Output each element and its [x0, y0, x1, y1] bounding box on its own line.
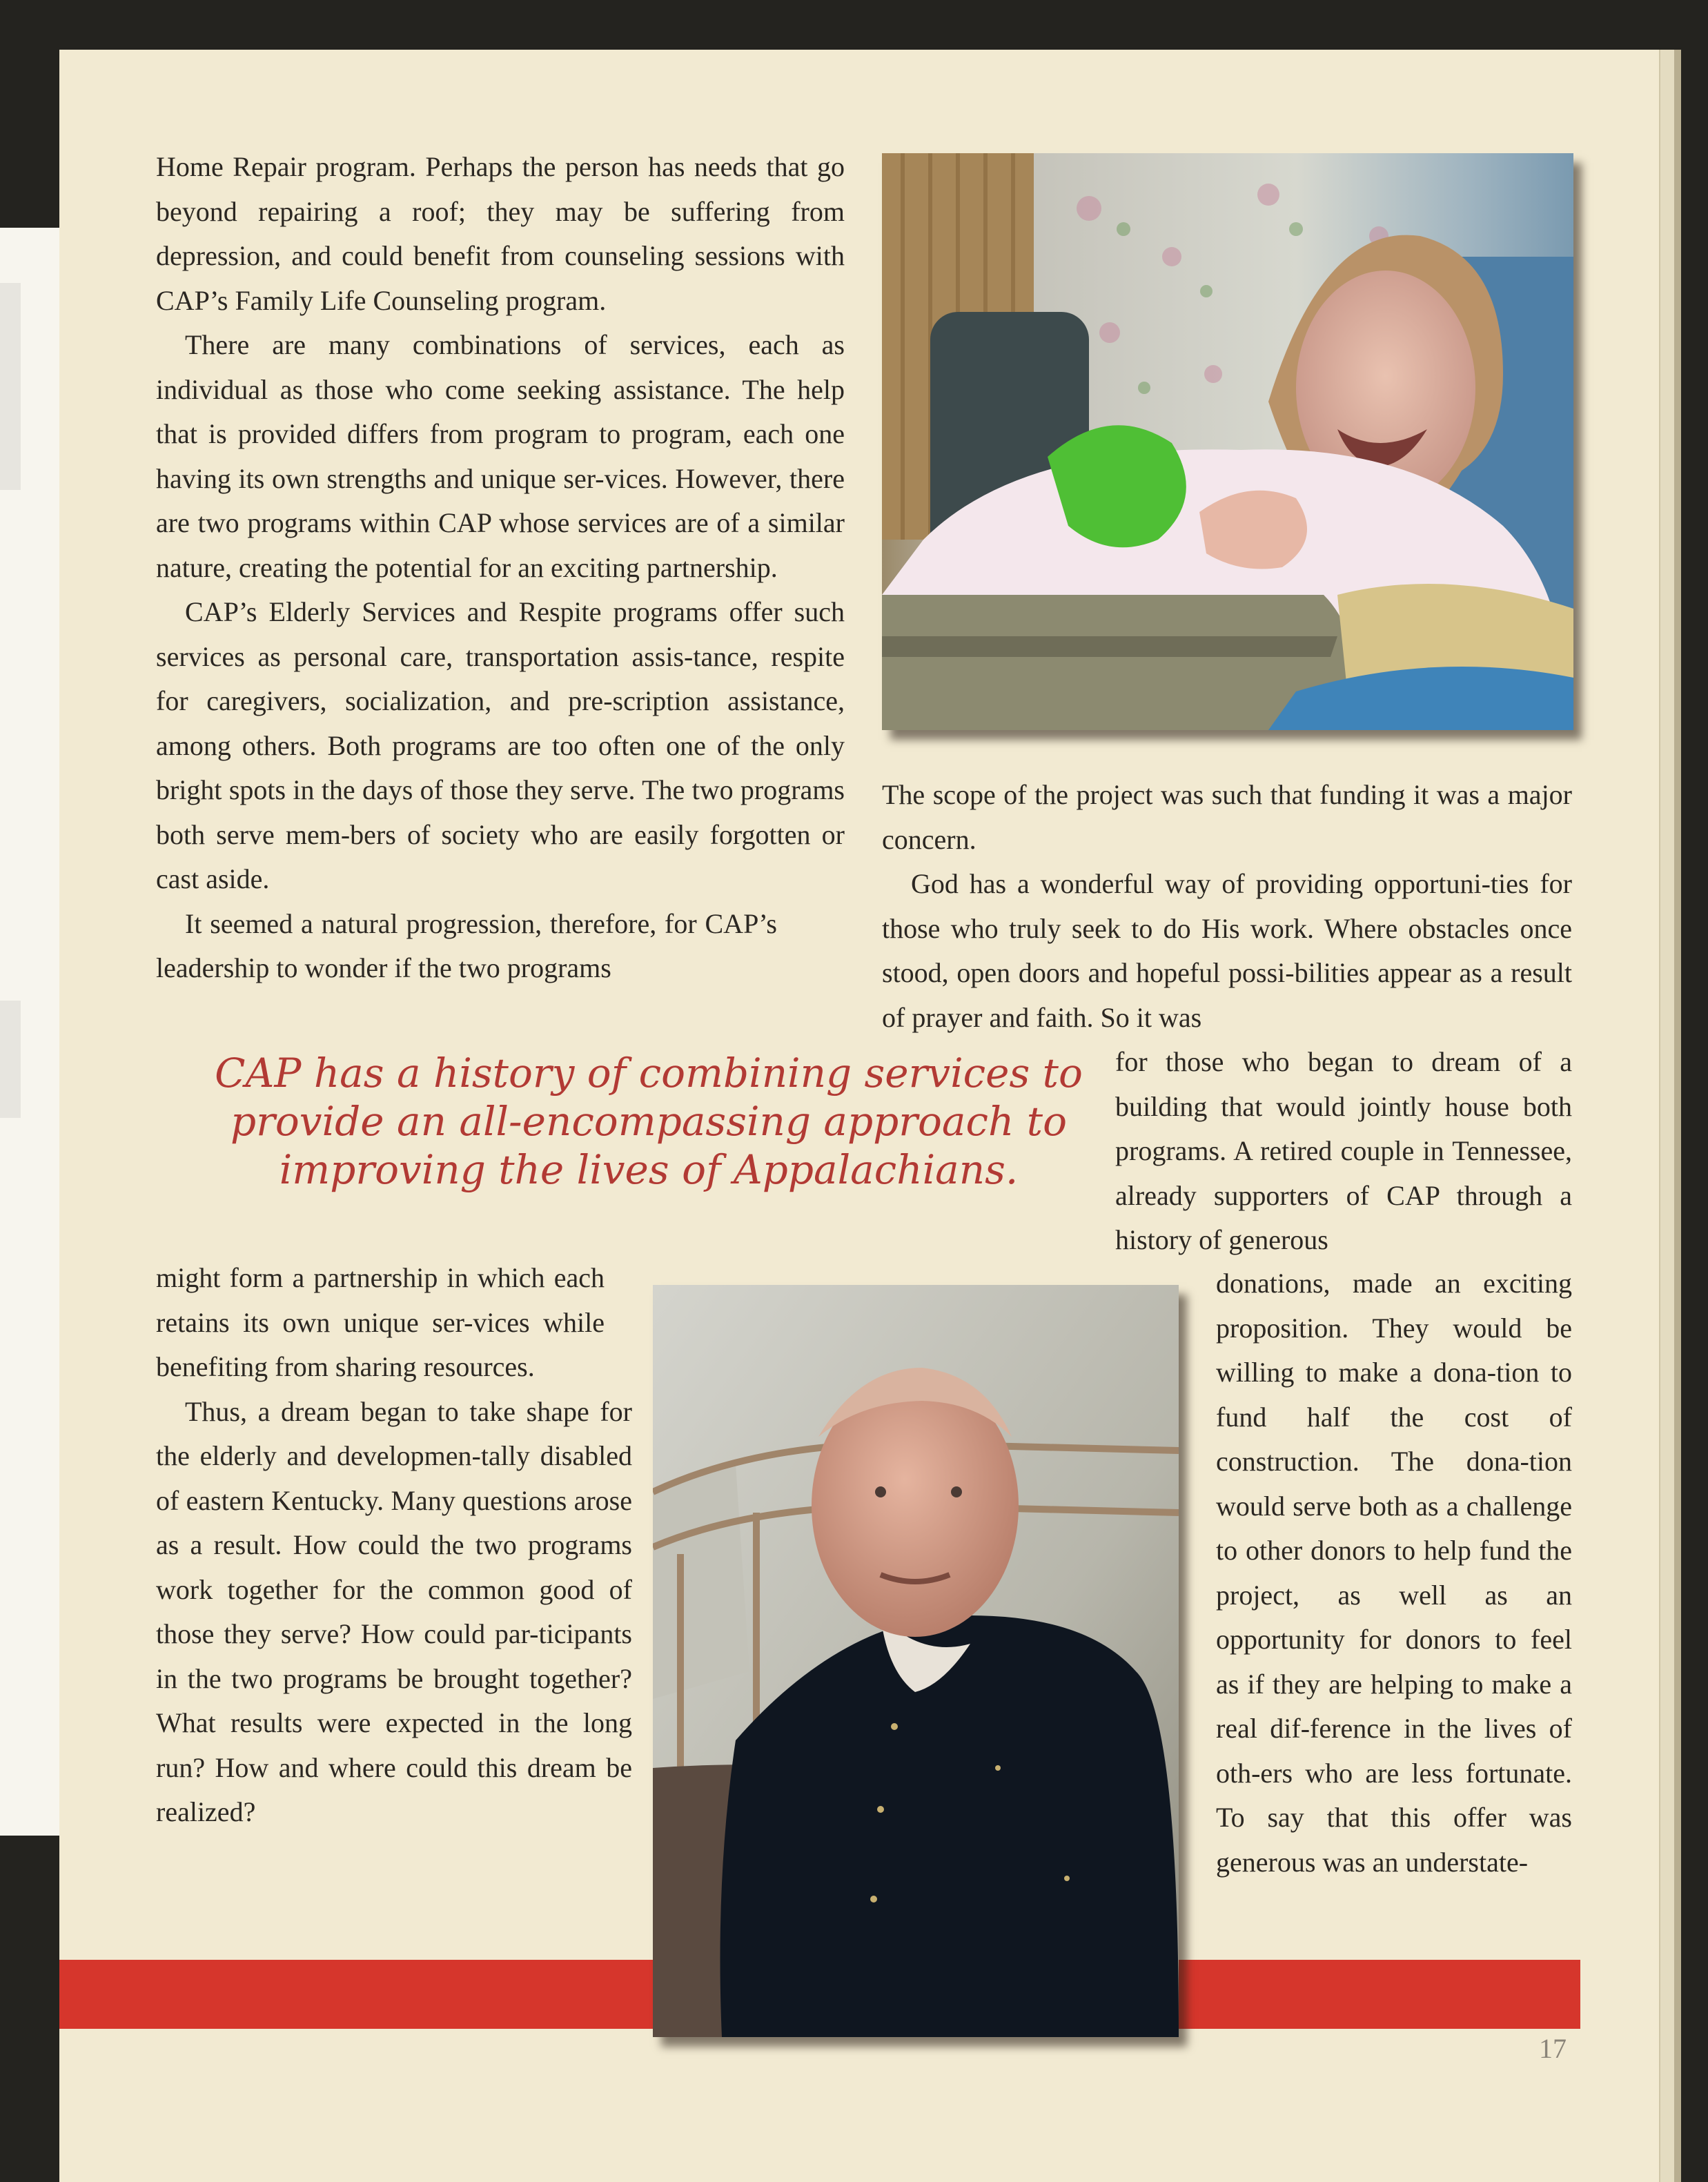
photo-elderly-man-image: [653, 1285, 1179, 2037]
pull-quote-line: provide an all-encompassing approach to: [230, 1098, 1067, 1145]
pull-quote: [207, 1049, 1090, 1194]
left-column-bottom: [156, 1256, 632, 1835]
pull-quote-line: CAP has a history of combining services to: [215, 1050, 1083, 1097]
paragraph: God has a wonderful way of providing opportuni-ties for those who truly seek to do His work. Where obstacles once stood, open doors and hopeful possi-bilities appear as a result of prayer and faith. So it was: [882, 868, 1572, 1033]
paragraph: CAP’s Elderly Services and Respite programs offer such services as personal care, transportation assis-tance, respite for caregivers, socialization, and pre-scription assistance, among others. Both programs are too often one of the only bright spots in the days of those they serve. The two programs both serve mem-bers of society who are easily forgotten or cast aside.: [156, 596, 845, 894]
page-edge: [1659, 50, 1676, 2182]
paragraph: for those who began to dream of a building that would jointly house both programs. A retired couple in Tennessee, already supporters of CAP through a history of generous: [1115, 1046, 1572, 1255]
right-column-top: [882, 773, 1572, 1040]
right-column-bottom: [1216, 1261, 1572, 1885]
right-column-middle: [1115, 1040, 1572, 1263]
photo-woman: [882, 153, 1573, 730]
paragraph: might form a partnership in which each retains its own unique ser-vices while benefiting from sharing resources.: [156, 1262, 605, 1382]
paragraph: There are many combinations of services, each as individual as those who come seeking assistance. The help that is provided differs from program to program, each one having its own strengths and unique ser-vices. However, there are two programs within CAP whose services are of a similar nature, creating the potential for an exciting partnership.: [156, 329, 845, 583]
left-column-top: [156, 145, 845, 991]
page-edge-shadow: [1674, 50, 1681, 2182]
binding-mark: [0, 1001, 21, 1118]
paragraph: The scope of the project was such that funding it was a major concern.: [882, 779, 1572, 855]
page-number: 17: [1539, 2033, 1567, 2064]
binding-tab: [0, 228, 68, 1836]
photo-elderly-man: [653, 1285, 1179, 2037]
paragraph: Thus, a dream began to take shape for the elderly and developmen-tally disabled of eastern Kentucky. Many questions arose as a result. How could the two programs work together for the common good of those they serve? How could par-ticipants in the two programs be brought together? What results were expected in the long run? How and where could this dream be realized?: [156, 1395, 632, 1827]
paragraph: Home Repair program. Perhaps the person has needs that go beyond repairing a roof; they may be suffering from depression, and could benefit from counseling sessions with CAP’s Family Life Counseling program.: [156, 151, 845, 316]
photo-woman-image: [882, 153, 1573, 730]
binding-mark: [0, 283, 21, 490]
pull-quote-line: improving the lives of Appalachians.: [279, 1146, 1019, 1193]
paragraph: It seemed a natural progression, therefore, for CAP’s leadership to wonder if the two programs: [156, 907, 777, 983]
paragraph: donations, made an exciting proposition. They would be willing to make a dona-tion to fund half the cost of construction. The dona-tion would serve both as a challenge to other donors to help fund the project, as well as an opportunity for donors to feel as if they are helping to make a real dif-ference in the lives of oth-ers who are less fortunate. To say that this offer was generous was an understate-: [1216, 1268, 1572, 1878]
